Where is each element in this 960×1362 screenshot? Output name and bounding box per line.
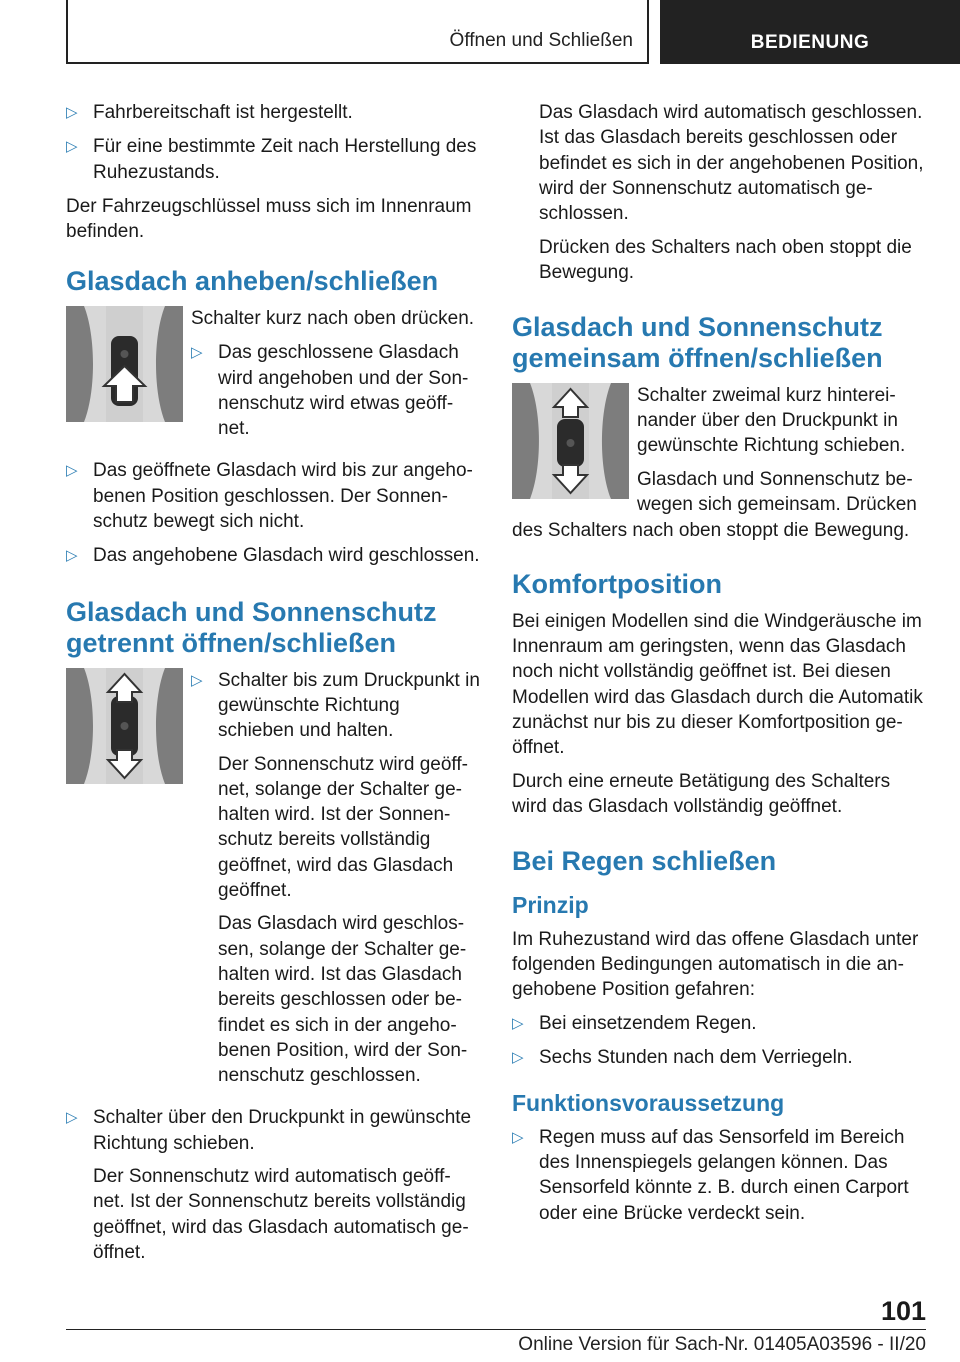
list-item: ▷ Regen muss auf das Sensorfeld im Bereich des Innenspiegels gelangen können. Das Sensorfeld könnte z. B. durch einen Carport oder eine Brücke verdeckt sein.	[512, 1126, 909, 1224]
continued-text: Das Glasdach wird automatisch geschlossen. Ist das Glasdach bereits geschlossen oder befindet es sich in der angehobenen Position, wird der Sonnenschutz automatisch ge-schlossen.	[539, 102, 924, 225]
bullet-triangle-icon: ▷	[512, 1015, 524, 1033]
lift-figure-row	[66, 306, 480, 450]
switch-double-slide-image	[512, 383, 629, 499]
separate-figure-row	[66, 668, 480, 1098]
list-item: ▷ Bei einsetzendem Regen.	[512, 1011, 926, 1036]
list-item: ▷ Fahrbereitschaft ist hergestellt.	[66, 100, 480, 125]
switch-push-up-image	[66, 306, 183, 422]
heading-separate: Glasdach und Sonnenschutz getrennt öffnen/schließen	[66, 596, 437, 658]
key-note: Der Fahrzeugschlüssel muss sich im Innenraum befinden.	[66, 195, 472, 243]
bullet-triangle-icon: ▷	[66, 138, 78, 156]
header-chapter-title: BEDIENUNG	[750, 32, 870, 53]
heading-rain: Bei Regen schließen	[512, 845, 777, 876]
bullet-triangle-icon: ▷	[66, 104, 78, 121]
heading-lift-close: Glasdach anheben/schließen	[66, 266, 439, 297]
bullet-triangle-icon: ▷	[66, 462, 78, 480]
bullet-triangle-icon: ▷	[512, 1128, 524, 1146]
footer-divider	[66, 1329, 926, 1330]
bullet-triangle-icon: ▷	[66, 547, 78, 565]
list-item: ▷ Für eine bestimmte Zeit nach Herstellung des Ruhezustands.	[66, 136, 477, 183]
header-section-box	[66, 0, 649, 64]
heading-joint: Glasdach und Sonnenschutz gemeinsam öffnen/schließen	[512, 311, 883, 373]
heading-comfort: Komfortposition	[512, 568, 722, 599]
precondition-list	[66, 100, 480, 185]
footer-version-note: Online Version für Sach-Nr. 01405A03596 - II/20	[518, 1334, 926, 1355]
heading-func-requirement: Funktionsvoraussetzung	[512, 1089, 785, 1116]
left-column	[66, 100, 480, 1274]
joint-figure-row: Schalter zweimal kurz hinterei-nander über den Druckpunkt in gewünschte Richtung schieben. Glasdach und Sonnenschutz be-wegen sich gemeinsam. Drücken	[512, 383, 926, 518]
bullet-triangle-icon: ▷	[512, 1049, 524, 1067]
heading-principle: Prinzip	[512, 891, 589, 918]
continued-text: Drücken des Schalters nach oben stoppt die Bewegung.	[539, 236, 912, 284]
header-chapter-tab	[660, 0, 960, 64]
list-item: ▷ Sechs Stunden nach dem Verriegeln.	[512, 1045, 926, 1070]
list-item: ▷ Das angehobene Glasdach wird geschlossen.	[66, 543, 480, 568]
right-column: Das Glasdach wird automatisch geschlossen. Ist das Glasdach bereits geschlossen oder befindet es sich in der angehobenen Position, wird der Sonnenschutz automatisch ge-schlossen. Drücken des Schalters nach oben stoppt die Bewegung. Glasdach und Sonnenschutz gemeinsam öffnen/schließen Schalter zweimal kurz hinterei-nander über den Druckpunkt in gewünschte Richtung schieben. Glasdach und Sonnenschutz be-wegen sich gemeinsam. Drücken des Schalters nach oben stoppt die Bewegung. Komfortposition Bei einigen Modellen sind die Windgeräusche im Innenraum am geringsten, wenn das Glasdach noch nicht vollständig geöffnet ist. Bei diesen Modellen wird das Glasdach durch die Automatik zunächst nur bis zu dieser Komfortposition ge-öffnet. Durch eine erneute Betätigung des Schalters wird das Glasdach vollständig geöffnet. Bei Regen schließen Prinzip Im Ruhezustand wird das offene Glasdach unter folgenden Bedingungen automatisch in die an-gehobene Position gefahren: ▷ Bei einsetzendem Regen. ▷ Sechs Stunden nach dem Verriegeln. Funktionsvoraussetzung ▷ Regen muss auf das Sensorfeld im Bereich des Innenspiegels gelangen können. Das Sensorfeld könnte z. B. durch einen Carport oder eine Brücke verdeckt sein.	[512, 100, 926, 1235]
lift-intro: Schalter kurz nach oben drücken.	[191, 308, 475, 330]
list-item: ▷ Das geschlossene Glasdach wird angehoben und der Son-nenschutz wird etwas geöff-net.	[191, 342, 469, 440]
bullet-triangle-icon: ▷	[66, 1109, 78, 1127]
bullet-triangle-icon: ▷	[191, 671, 203, 689]
header-section-title: Öffnen und Schließen	[449, 30, 633, 51]
list-item: ▷ Das geöffnete Glasdach wird bis zur angeho-benen Position geschlossen. Der Sonnen-schutz bewegt sich nicht.	[66, 460, 473, 533]
switch-slide-image	[66, 668, 183, 784]
list-item: ▷ Schalter bis zum Druckpunkt in gewünschte Richtung schieben und halten. Der Sonnenschutz wird geöff-net, solange der Schalter ge-halten wird. Ist der Sonnen-schutz bereits vollständig geöffnet, wird das Glasdach geöffnet. Das Glasdach wird geschlos-sen, solange der Schalter ge-halten wird. Ist das Glasdach bereits geschlossen oder be-findet es sich in der angeho-benen Position, wird der Son-nenschutz geschlossen.	[191, 669, 480, 1087]
list-item: ▷ Schalter über den Druckpunkt in gewünschte Richtung schieben. Der Sonnenschutz wird automatisch geöff-net. Ist der Sonnenschutz bereits vollständig geöffnet, wird das Glasdach automatisch ge-öffnet.	[66, 1107, 472, 1263]
page-number: 101	[880, 1296, 926, 1326]
bullet-triangle-icon: ▷	[191, 344, 203, 362]
